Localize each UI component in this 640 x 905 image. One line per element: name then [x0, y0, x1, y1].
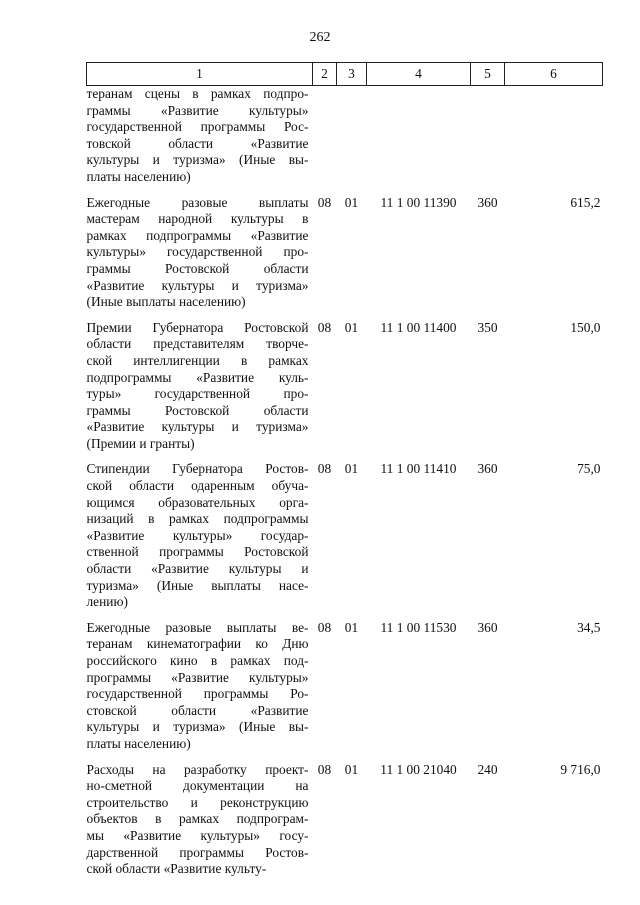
- row-amount: 150,0: [570, 319, 601, 335]
- row-name-line: программы «Развитие культуры»: [86, 669, 309, 685]
- row-expense-type: 360: [477, 619, 498, 635]
- row-subsection: 01: [344, 194, 359, 210]
- row-name: [87, 311, 313, 453]
- row-name-line: российского кино в рамках под-: [86, 653, 309, 668]
- row-name-line: области «Развитие культуры и: [86, 561, 309, 577]
- row-target-article: [367, 86, 471, 186]
- row-name-line: государственной программы Ро-: [86, 686, 309, 702]
- header-row: [87, 63, 603, 86]
- row-name: [87, 452, 313, 610]
- budget-table: [86, 62, 603, 878]
- row-expense-type: 240: [477, 761, 498, 777]
- row-amount: 34,5: [577, 619, 601, 635]
- row-name-line: граммы Ростовской области: [86, 260, 309, 276]
- table-row: [87, 311, 603, 453]
- table-row: [87, 753, 603, 878]
- row-name-line: объектов в рамках подпрограм-: [86, 811, 309, 827]
- row-name-line: мастерам народной культуры в: [86, 211, 309, 227]
- header-col-5: 5: [471, 63, 505, 86]
- row-expense-type: 350: [477, 319, 498, 335]
- row-name-line: граммы Ростовской области: [86, 402, 309, 418]
- row-name-line: «Развитие культуры и туризма»: [86, 277, 309, 293]
- row-name-line: теранам кинематографии ко Дню: [86, 636, 309, 652]
- row-section: 08: [317, 194, 332, 210]
- row-subsection: 01: [344, 319, 359, 335]
- row-name-line: ственной программы Ростовской: [86, 544, 309, 560]
- row-name-line: Премии Губернатора Ростовской: [86, 319, 309, 335]
- table-body: [87, 86, 603, 878]
- header-col-2: 2: [313, 63, 337, 86]
- row-name-line: теранам сцены в рамках подпро-: [86, 86, 309, 101]
- header-col-6: 6: [505, 63, 603, 86]
- row-name-line: «Развитие культуры и туризма»: [86, 419, 309, 435]
- row-section: 08: [317, 461, 332, 477]
- row-section: 08: [317, 619, 332, 635]
- table-row: [87, 611, 603, 753]
- row-name: [87, 611, 313, 753]
- header-col-1: 1: [87, 63, 313, 86]
- page-number: 262: [309, 30, 331, 45]
- row-target-article: 11 1 00 11410: [380, 461, 457, 477]
- row-name-line: ской области одаренным обуча-: [86, 478, 309, 494]
- row-name-line: рамках подпрограммы «Развитие: [86, 227, 309, 243]
- row-name-line: туризма» (Иные выплаты насе-: [86, 577, 309, 593]
- row-expense-type: 360: [477, 194, 498, 210]
- row-name-line: мы «Развитие культуры» госу-: [86, 827, 309, 843]
- row-name-line: подпрограммы «Развитие куль-: [86, 369, 309, 385]
- row-name-line: «Развитие культуры» государ-: [86, 527, 309, 543]
- row-name: [87, 86, 313, 186]
- row-name-line: платы населению): [86, 735, 191, 751]
- row-name-line: стовской области «Развитие: [86, 702, 309, 718]
- table-row: [87, 452, 603, 610]
- row-subsection: 01: [344, 619, 359, 635]
- row-amount: [505, 86, 603, 186]
- row-name-line: культуры и туризма» (Иные вы-: [86, 719, 309, 735]
- row-name-line: ющимся образовательных орга-: [86, 494, 309, 510]
- row-target-article: 11 1 00 11530: [380, 619, 457, 635]
- row-section: [313, 86, 337, 186]
- row-name-line: Расходы на разработку проект-: [86, 761, 309, 777]
- row-name-line: туры» государственной про-: [86, 386, 309, 402]
- row-section: 08: [317, 761, 332, 777]
- row-name-line: товской области «Развитие: [86, 135, 309, 151]
- row-name-line: (Иные выплаты населению): [86, 294, 246, 310]
- table-row: [87, 186, 603, 311]
- row-amount: 615,2: [570, 194, 601, 210]
- row-name-line: культуры и туризма» (Иные вы-: [86, 152, 309, 168]
- row-name-line: Стипендии Губернатора Ростов-: [86, 461, 309, 477]
- row-name-line: ской области «Развитие культу-: [86, 861, 267, 877]
- row-name-line: лению): [86, 594, 128, 610]
- row-subsection: 01: [344, 461, 359, 477]
- row-target-article: 11 1 00 11390: [380, 194, 457, 210]
- row-name-line: культуры» государственной про-: [86, 244, 309, 260]
- row-subsection: 01: [344, 761, 359, 777]
- row-name-line: строительство и реконструкцию: [86, 794, 309, 810]
- row-name-line: дарственной программы Ростов-: [86, 844, 309, 860]
- row-name-line: области представителям творче-: [86, 336, 309, 352]
- row-subsection: [337, 86, 367, 186]
- row-name-line: но-сметной документации на: [86, 778, 309, 794]
- row-amount: 75,0: [577, 461, 601, 477]
- row-section: 08: [317, 319, 332, 335]
- row-name-line: (Премии и гранты): [86, 435, 195, 451]
- row-name-line: граммы «Развитие культуры»: [86, 102, 309, 118]
- row-name: [87, 753, 313, 878]
- row-target-article: 11 1 00 11400: [380, 319, 457, 335]
- row-name-line: Ежегодные разовые выплаты: [86, 194, 309, 210]
- row-name-line: платы населению): [86, 168, 191, 184]
- table-row: [87, 86, 603, 186]
- header-col-4: 4: [367, 63, 471, 86]
- row-name-line: Ежегодные разовые выплаты ве-: [86, 619, 309, 635]
- row-expense-type: [471, 86, 505, 186]
- row-expense-type: 360: [477, 461, 498, 477]
- row-name-line: низаций в рамках подпрограммы: [86, 511, 309, 527]
- table-header: [87, 63, 603, 86]
- row-name-line: государственной программы Рос-: [86, 119, 309, 135]
- header-col-3: 3: [337, 63, 367, 86]
- row-amount: 9 716,0: [560, 761, 601, 777]
- row-name-line: ской интеллигенции в рамках: [86, 352, 309, 368]
- row-name: [87, 186, 313, 311]
- row-target-article: 11 1 00 21040: [380, 761, 457, 777]
